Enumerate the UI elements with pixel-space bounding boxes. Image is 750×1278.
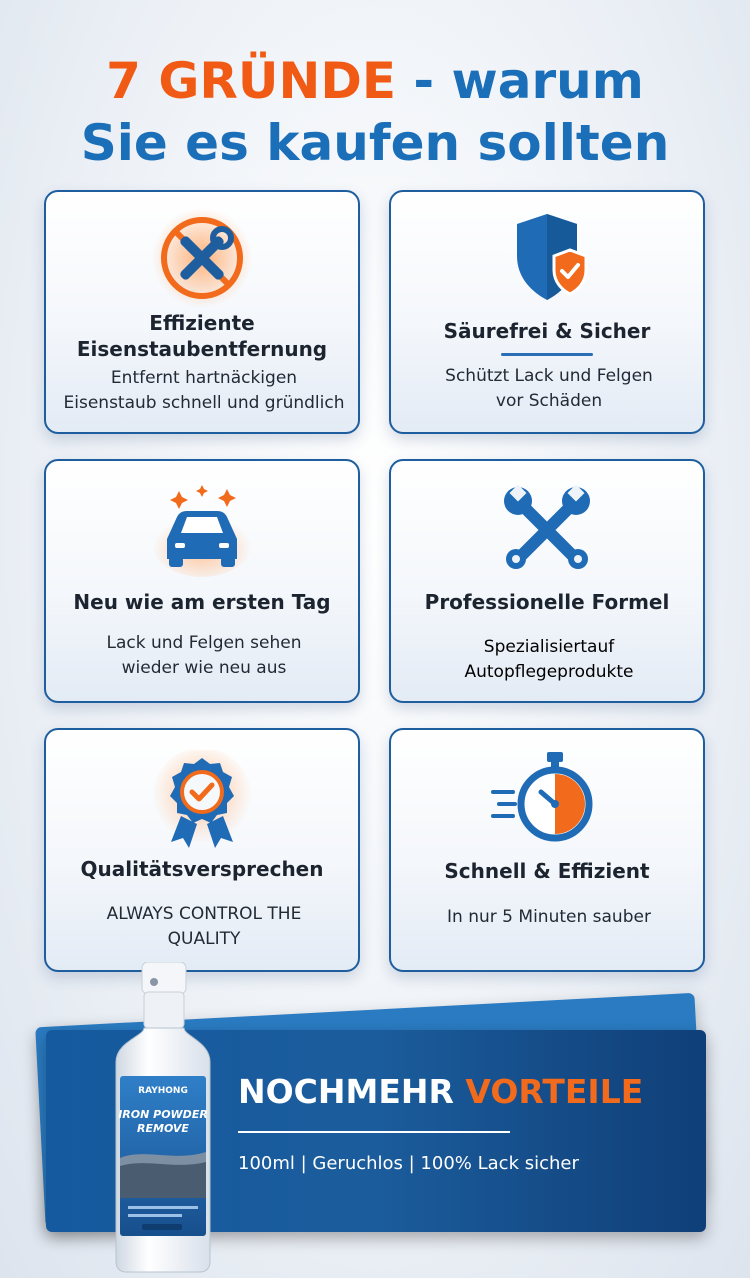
card-description: Schützt Lack und Felgen vor Schäden (445, 366, 653, 411)
card-description: Spezialisiertauf Autopflegeprodukte (464, 637, 634, 682)
card-fast-efficient (389, 728, 705, 972)
headline-line-1 (0, 52, 750, 110)
product-bottle-image (104, 962, 222, 1274)
shield-check-icon (492, 210, 602, 306)
card-quality-promise (44, 728, 360, 972)
stopwatch-icon (487, 748, 607, 852)
card-description: In nur 5 Minuten sauber (447, 907, 651, 927)
product-name-line-2: REMOVE (137, 1122, 189, 1135)
card-description: Lack und Felgen sehen wieder wie neu aus (106, 633, 302, 678)
quality-badge-icon (147, 750, 257, 854)
card-title: Professionelle Formel (424, 590, 670, 614)
sparkling-car-icon (147, 483, 257, 579)
headline-line-2: Sie es kaufen sollten (80, 114, 670, 172)
card-description: ALWAYS CONTROL THE QUALITY (106, 904, 302, 949)
headline-highlight: 7 GRÜNDE (106, 52, 396, 110)
card-title (46, 310, 358, 362)
no-tools-icon (147, 208, 257, 308)
card-title-text: Effiziente Eisenstaubentfernung (76, 311, 328, 361)
card-like-new (44, 459, 360, 703)
card-divider (501, 353, 593, 356)
card-iron-removal (44, 190, 360, 434)
product-brand: RAYHONG (138, 1086, 188, 1096)
banner-title-plain: NOCHMEHR (238, 1072, 466, 1111)
banner-title (238, 1072, 643, 1111)
product-name-line-1: IRON POWDER (118, 1108, 208, 1121)
card-professional-formula (389, 459, 705, 703)
card-title: Qualitätsversprechen (80, 857, 324, 881)
card-acid-free (389, 190, 705, 434)
banner-divider (238, 1131, 510, 1133)
headline-rest: - warum (395, 52, 644, 110)
card-description: Entfernt hartnäckigen Eisenstaub schnell und gründlich (63, 368, 345, 413)
wrench-screwdriver-icon (492, 483, 602, 575)
card-title: Säurefrei & Sicher (443, 319, 651, 343)
banner-title-highlight: VORTEILE (465, 1072, 644, 1111)
banner-subtitle: 100ml | Geruchlos | 100% Lack sicher (238, 1153, 579, 1174)
card-title: Schnell & Effizient (444, 859, 650, 883)
card-title: Neu wie am ersten Tag (73, 590, 331, 614)
